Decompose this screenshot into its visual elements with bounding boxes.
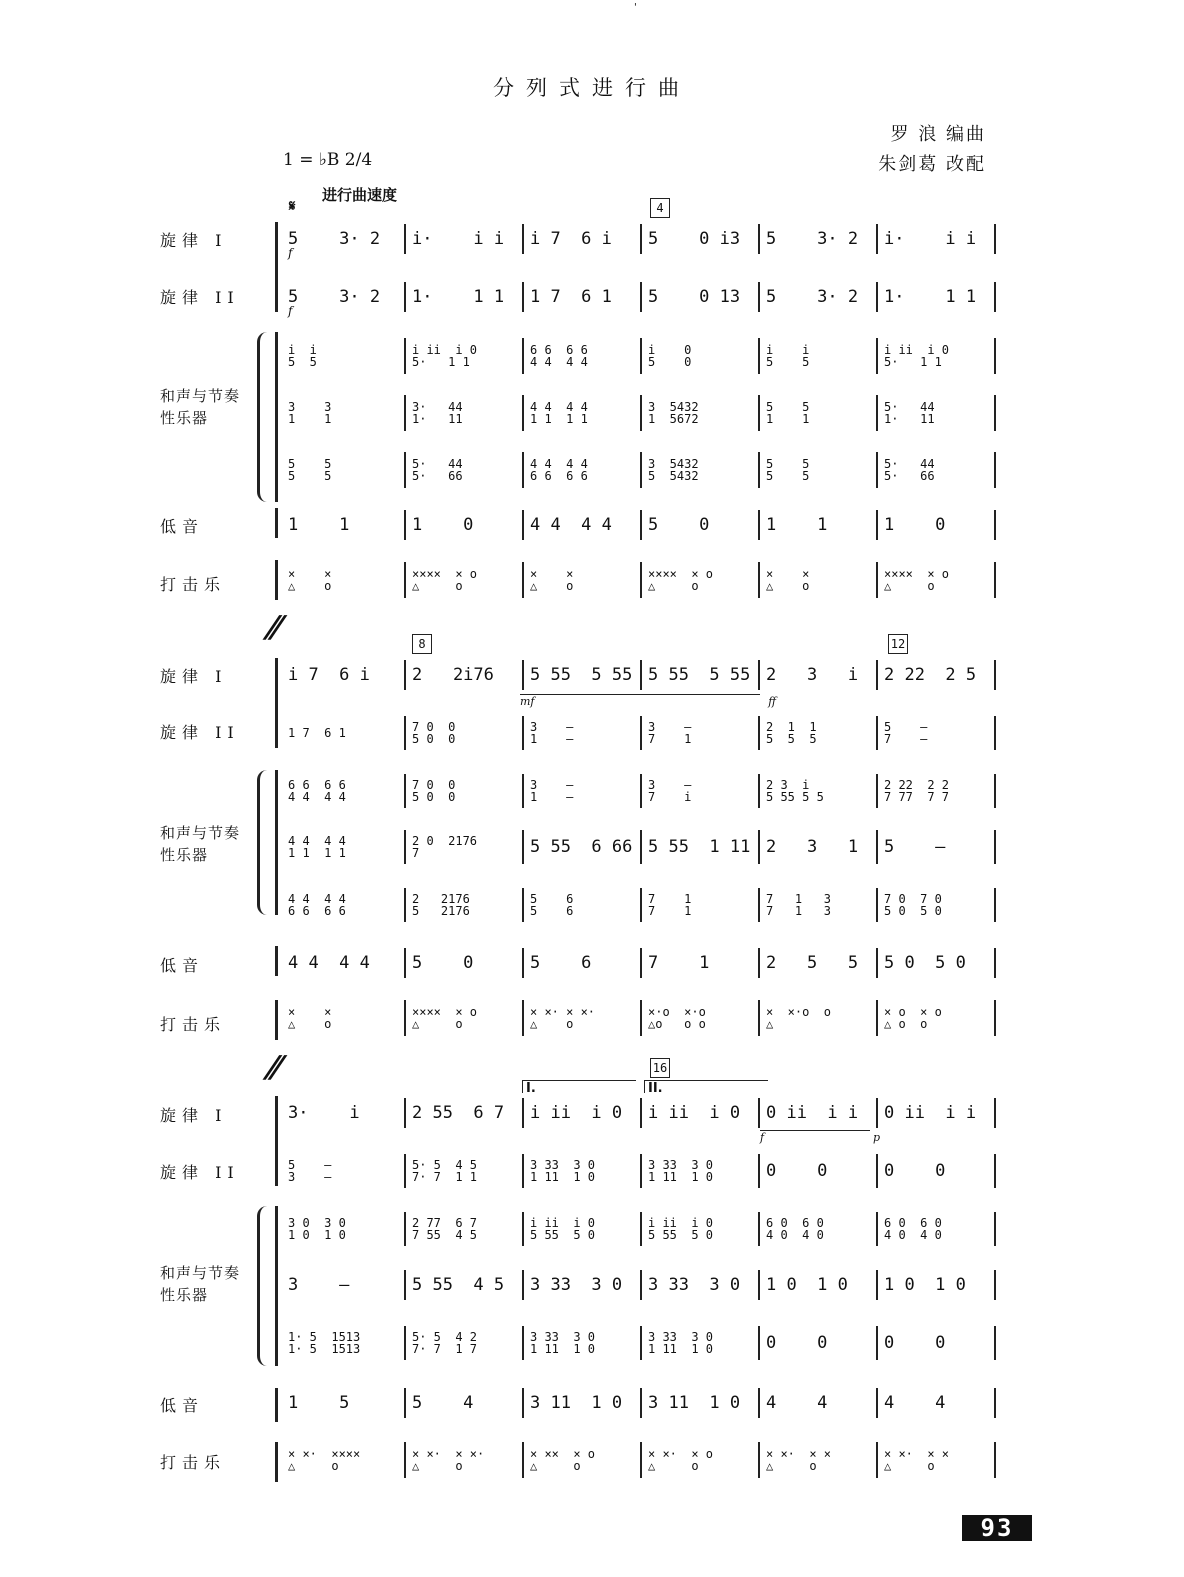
measure-5: 5 3· 2 <box>760 282 878 312</box>
staff-perc <box>288 1000 1000 1036</box>
bracket-melody <box>275 1096 282 1186</box>
measure-4: i ii i 0 5 55 5 0 <box>642 1212 760 1246</box>
staff-bass <box>288 948 1000 978</box>
measure-5: 1 1 <box>760 510 878 540</box>
arranger-credit: 朱剑葛 改配 <box>878 154 986 175</box>
staff-bars <box>288 716 1000 750</box>
bracket-perc <box>275 1442 282 1482</box>
page-tick-mark: ' <box>634 2 637 13</box>
measure-4: 3 11 1 0 <box>642 1388 760 1418</box>
measure-5: 4 4 <box>760 1388 878 1418</box>
measure-1: 1· 5 1513 1· 5 1513 <box>288 1326 406 1360</box>
staff-bars <box>288 774 1000 808</box>
measure-5: 5 3· 2 <box>760 224 878 254</box>
measure-1: 3 – <box>288 1270 406 1300</box>
measure-3: 3 33 3 0 1 11 1 0 <box>524 1326 642 1360</box>
staff-melody2 <box>288 282 1000 318</box>
measure-1: i 7 6 i <box>288 660 406 690</box>
bracket-harmony <box>275 332 282 502</box>
measure-3: i ii i 0 5 55 5 0 <box>524 1212 642 1246</box>
staff-perc <box>288 1442 1000 1478</box>
dynamic-f: f <box>288 304 293 318</box>
staff-bass <box>288 1388 1000 1418</box>
measure-3: 3 – 1 – <box>524 774 642 808</box>
label-melody1: 旋律 I <box>160 1106 228 1125</box>
measure-6: i· i i <box>878 224 996 254</box>
staff-bars <box>288 1442 1000 1478</box>
staff-bars <box>288 1326 1000 1360</box>
measure-4: 3 33 3 0 <box>642 1270 760 1300</box>
measure-5: 5 5 1 1 <box>760 395 878 431</box>
staff-harmony-3 <box>288 1326 1000 1360</box>
measure-6: 1· 1 1 <box>878 282 996 312</box>
measure-5: 2 5 5 <box>760 948 878 978</box>
label-harmony: 和声与节奏性乐器 <box>160 824 241 864</box>
label-bass: 低音 <box>160 956 205 975</box>
label-melody1: 旋律 I <box>160 667 228 686</box>
measure-2: 5· 5 4 5 7· 7 1 1 <box>406 1154 524 1188</box>
rehearsal-mark-12: 12 <box>888 634 908 654</box>
composer-credit: 罗 浪 编曲 <box>890 124 986 145</box>
staff-bars <box>288 224 1000 254</box>
measure-3: 4 4 4 4 <box>524 510 642 540</box>
measure-6: 2 22 2 2 7 77 7 7 <box>878 774 996 808</box>
measure-1: 5 5 5 5 <box>288 452 406 488</box>
staff-bars <box>288 1098 1000 1128</box>
measure-6: 5· 44 5· 66 <box>878 452 996 488</box>
staff-bars <box>288 1388 1000 1418</box>
label-perc: 打击乐 <box>160 1015 227 1034</box>
measure-4: 3 – 7 1 <box>642 716 760 750</box>
measure-4: 3 5432 5 5432 <box>642 452 760 488</box>
staff-bars <box>288 562 1000 598</box>
measure-1: 1 7 6 1 <box>288 716 406 750</box>
measure-6: ×××× × o △ o <box>878 562 996 598</box>
measure-6: 5 – <box>878 830 996 864</box>
staff-harmony-2 <box>288 1270 1000 1300</box>
staff-perc <box>288 562 1000 598</box>
staff-bars <box>288 888 1000 922</box>
measure-3: i ii i 0 <box>524 1098 642 1128</box>
label-melody1: 旋律 I <box>160 231 228 250</box>
label-bass: 低音 <box>160 1396 205 1415</box>
measure-6: 1 0 <box>878 510 996 540</box>
staff-harmony-3 <box>288 888 1000 922</box>
staff-melody1 <box>288 1098 1000 1128</box>
measure-5: 0 ii i i <box>760 1098 878 1128</box>
measure-2: 2 77 6 7 7 55 4 5 <box>406 1212 524 1246</box>
measure-2: 2 2176 5 2176 <box>406 888 524 922</box>
staff-bars <box>288 282 1000 312</box>
staff-bars <box>288 1154 1000 1188</box>
measure-4: × ×· × o △ o <box>642 1442 760 1478</box>
staff-melody2 <box>288 1154 1000 1188</box>
staff-bars <box>288 1000 1000 1036</box>
measure-6: 6 0 6 0 4 0 4 0 <box>878 1212 996 1246</box>
measure-3: 3 11 1 0 <box>524 1388 642 1418</box>
measure-4: ×××× × o △ o <box>642 562 760 598</box>
bracket-perc <box>275 560 282 600</box>
bracket-bass <box>275 508 282 538</box>
measure-1: 3 0 3 0 1 0 1 0 <box>288 1212 406 1246</box>
measure-3: 5 55 6 66 <box>524 830 642 864</box>
measure-2: 1· 1 1 <box>406 282 524 312</box>
measure-2: 2 55 6 7 <box>406 1098 524 1128</box>
measure-5: 2 3 i <box>760 660 878 690</box>
label-melody2: 旋律 II <box>160 288 240 307</box>
label-perc: 打击乐 <box>160 1453 227 1472</box>
staff-bars <box>288 510 1000 540</box>
measure-3: 1 7 6 1 <box>524 282 642 312</box>
measure-2: 2 0 2176 7 <box>406 830 524 864</box>
measure-6: 5 0 5 0 <box>878 948 996 978</box>
system-break-mark: // <box>260 610 284 645</box>
measure-2: 5 4 <box>406 1388 524 1418</box>
measure-2: 5 0 <box>406 948 524 978</box>
label-harmony: 和声与节奏性乐器 <box>160 1264 241 1304</box>
measure-5: 6 0 6 0 4 0 4 0 <box>760 1212 878 1246</box>
credits <box>878 120 986 180</box>
staff-bass <box>288 510 1000 540</box>
bracket-harmony <box>275 1206 282 1366</box>
first-ending: I. <box>522 1080 636 1093</box>
measure-1: 5 3· 2 <box>288 282 406 312</box>
measure-2: 2 2i76 <box>406 660 524 690</box>
measure-3: 3 33 3 0 1 11 1 0 <box>524 1154 642 1188</box>
measure-6: × ×· × × △ o <box>878 1442 996 1478</box>
measure-5: 7 1 3 7 1 3 <box>760 888 878 922</box>
bracket-bass <box>275 1388 282 1422</box>
staff-melody2 <box>288 716 1000 750</box>
measure-2: × ×· × ×· △ o <box>406 1442 524 1478</box>
brace-harmony <box>257 332 268 502</box>
measure-4: 5 0 <box>642 510 760 540</box>
measure-3: 5 55 5 55 <box>524 660 642 690</box>
measure-1: 1 5 <box>288 1388 406 1418</box>
measure-3: × ×× × o △ o <box>524 1442 642 1478</box>
measure-3: 5 6 <box>524 948 642 978</box>
measure-1: 1 1 <box>288 510 406 540</box>
measure-4: 3 33 3 0 1 11 1 0 <box>642 1154 760 1188</box>
brace-harmony <box>257 770 268 915</box>
key-signature: 1 = ♭B 2/4 <box>283 150 373 170</box>
measure-4: 5 55 5 55 <box>642 660 760 690</box>
measure-3: 3 – 1 – <box>524 716 642 750</box>
label-melody2: 旋律 II <box>160 1163 240 1182</box>
measure-2: 7 0 0 5 0 0 <box>406 774 524 808</box>
staff-melody1 <box>288 224 1000 260</box>
staff-harmony-2 <box>288 395 1000 431</box>
measure-6: 2 22 2 5 <box>878 660 996 690</box>
staff-melody1 <box>288 660 1000 690</box>
measure-4: 5 0 i3 <box>642 224 760 254</box>
measure-4: 7 1 <box>642 948 760 978</box>
measure-2: 1 0 <box>406 510 524 540</box>
rehearsal-mark-4: 4 <box>650 198 670 218</box>
measure-6: 5· 44 1· 11 <box>878 395 996 431</box>
measure-2: 5 55 4 5 <box>406 1270 524 1300</box>
rehearsal-mark-16: 16 <box>650 1058 670 1078</box>
measure-1: 4 4 4 4 1 1 1 1 <box>288 830 406 864</box>
measure-6: 7 0 7 0 5 0 5 0 <box>878 888 996 922</box>
bracket-harmony <box>275 770 282 915</box>
staff-harmony-1 <box>288 338 1000 374</box>
bracket-perc <box>275 1000 282 1040</box>
label-bass: 低音 <box>160 517 205 536</box>
dynamic-ff: ff <box>768 695 776 708</box>
staff-harmony-2 <box>288 830 1000 864</box>
measure-6: 0 ii i i <box>878 1098 996 1128</box>
staff-harmony-1 <box>288 774 1000 808</box>
measure-5: 1 0 1 0 <box>760 1270 878 1300</box>
measure-4: i 0 5 0 <box>642 338 760 374</box>
bracket-melody <box>275 222 282 312</box>
measure-1: i i 5 5 <box>288 338 406 374</box>
dynamic-f: f <box>288 246 293 260</box>
measure-2: ×××× × o △ o <box>406 1000 524 1036</box>
measure-3: × × △ o <box>524 562 642 598</box>
crescendo-mf-ff <box>520 694 776 708</box>
measure-6: 1 0 1 0 <box>878 1270 996 1300</box>
staff-bars <box>288 1270 1000 1300</box>
measure-5: × × △ o <box>760 562 878 598</box>
measure-1: 3 3 1 1 <box>288 395 406 431</box>
measure-6: 0 0 <box>878 1154 996 1188</box>
staff-harmony-1 <box>288 1212 1000 1246</box>
tempo-marking: 进行曲速度 <box>322 186 398 204</box>
bracket-bass <box>275 946 282 976</box>
measure-5: 2 3 i 5 55 5 5 <box>760 774 878 808</box>
measure-3: i 7 6 i <box>524 224 642 254</box>
measure-1: × × △ o <box>288 1000 406 1036</box>
measure-6: 5 – 7 – <box>878 716 996 750</box>
measure-6: i ii i 0 5· 1 1 <box>878 338 996 374</box>
measure-4: 5 55 1 11 <box>642 830 760 864</box>
measure-6: 4 4 <box>878 1388 996 1418</box>
page-number: 93 <box>962 1515 1032 1541</box>
measure-5: 2 1 1 5 5 5 <box>760 716 878 750</box>
measure-2: 5· 44 5· 66 <box>406 452 524 488</box>
measure-5: 0 0 <box>760 1154 878 1188</box>
measure-1: 5 – 3 – <box>288 1154 406 1188</box>
label-melody2: 旋律 II <box>160 723 240 742</box>
measure-4: 7 1 7 1 <box>642 888 760 922</box>
staff-bars <box>288 452 1000 488</box>
measure-1: 5 3· 2 <box>288 224 406 254</box>
bracket-melody <box>275 658 282 748</box>
measure-4: 3 5432 1 5672 <box>642 395 760 431</box>
staff-bars <box>288 830 1000 864</box>
measure-4: i ii i 0 <box>642 1098 760 1128</box>
measure-1: 4 4 4 4 6 6 6 6 <box>288 888 406 922</box>
dynamic-p: p <box>872 1131 880 1144</box>
measure-1: × × △ o <box>288 562 406 598</box>
staff-bars <box>288 338 1000 374</box>
measure-5: 5 5 5 5 <box>760 452 878 488</box>
measure-5: 2 3 1 <box>760 830 878 864</box>
measure-3: × ×· × ×· △ o <box>524 1000 642 1036</box>
measure-1: 6 6 6 6 4 4 4 4 <box>288 774 406 808</box>
measure-2: i· i i <box>406 224 524 254</box>
measure-1: 3· i <box>288 1098 406 1128</box>
measure-6: 0 0 <box>878 1326 996 1360</box>
measure-4: 3 33 3 0 1 11 1 0 <box>642 1326 760 1360</box>
measure-4: 5 0 13 <box>642 282 760 312</box>
measure-1: 4 4 4 4 <box>288 948 406 978</box>
measure-2: 3· 44 1· 11 <box>406 395 524 431</box>
measure-3: 5 6 5 6 <box>524 888 642 922</box>
system-break-mark: // <box>260 1050 284 1085</box>
measure-3: 4 4 4 4 1 1 1 1 <box>524 395 642 431</box>
staff-bars <box>288 1212 1000 1246</box>
label-harmony: 和声与节奏性乐器 <box>160 387 241 427</box>
measure-5: 0 0 <box>760 1326 878 1360</box>
measure-5: × ×· × × △ o <box>760 1442 878 1478</box>
measure-5: i i 5 5 <box>760 338 878 374</box>
measure-6: × o × o △ o o <box>878 1000 996 1036</box>
measure-3: 3 33 3 0 <box>524 1270 642 1300</box>
measure-4: ×·o ×·o △o o o <box>642 1000 760 1036</box>
staff-bars <box>288 395 1000 431</box>
decrescendo-f-p <box>760 1130 880 1144</box>
label-perc: 打击乐 <box>160 575 227 594</box>
measure-4: 3 – 7 i <box>642 774 760 808</box>
measure-2: i ii i 0 5· 1 1 <box>406 338 524 374</box>
measure-5: × ×·o o △ <box>760 1000 878 1036</box>
staff-harmony-3 <box>288 452 1000 488</box>
second-ending: II. <box>644 1080 768 1093</box>
measure-2: ×××× × o △ o <box>406 562 524 598</box>
measure-3: 4 4 4 4 6 6 6 6 <box>524 452 642 488</box>
measure-2: 5· 5 4 2 7· 7 1 7 <box>406 1326 524 1360</box>
piece-title: 分列式进行曲 <box>493 76 691 100</box>
measure-3: 6 6 6 6 4 4 4 4 <box>524 338 642 374</box>
dynamic-f: f <box>760 1131 765 1144</box>
dynamic-mf: mf <box>520 695 535 708</box>
brace-harmony <box>257 1206 268 1366</box>
staff-bars <box>288 660 1000 690</box>
segno-sign: 𝄋 <box>289 197 296 215</box>
measure-2: 7 0 0 5 0 0 <box>406 716 524 750</box>
staff-bars <box>288 948 1000 978</box>
rehearsal-mark-8: 8 <box>412 634 432 654</box>
measure-1: × ×· ×××× △ o <box>288 1442 406 1478</box>
